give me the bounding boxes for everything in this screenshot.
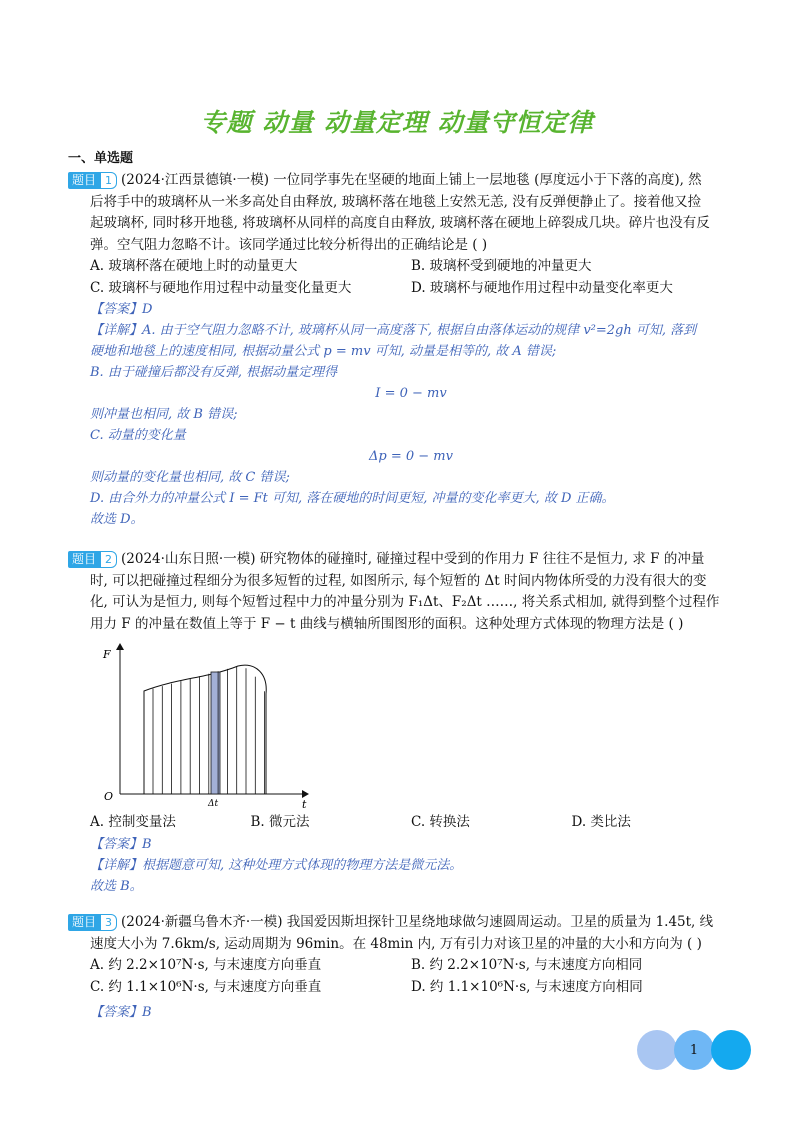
question-text: (2024·山东日照·一模) 研究物体的碰撞时, 碰撞过程中受到的作用力 F 往往不是恒力, 求 F 的冲量 [121,551,705,567]
question-label: 题目 2 [68,551,117,568]
answer: 【答案】B [90,1005,152,1020]
y-axis-label: F [103,648,111,661]
equation: I = 0 − mv [375,386,447,401]
question-label: 题目 3 [68,914,117,931]
question-text: (2024·新疆乌鲁木齐·一模) 我国爱因斯坦探针卫星绕地球做匀速圆周运动。卫星的质量为 1.45t, 线 [121,914,714,930]
decor-circle [637,1030,677,1070]
options [68,256,732,299]
option-b[interactable]: B. 微元法 [250,814,310,830]
f-t-graph-svg [98,636,318,808]
question-text: (2024·江西景德镇·一模) 一位同学事先在坚硬的地面上铺上一层地毯 (厚度远小于下落的高度), 然 [121,172,702,188]
option-a[interactable]: A. 控制变量法 [90,814,176,830]
answer: 【答案】B [90,836,152,852]
option-c[interactable]: C. 约 1.1×10⁶N·s, 与末速度方向垂直 [90,978,322,995]
option-b[interactable]: B. 约 2.2×10⁷N·s, 与末速度方向相同 [411,957,643,973]
highlighted-strip [211,672,220,794]
decor-circle [711,1030,751,1070]
x-axis-label: t [302,798,307,808]
option-d[interactable]: D. 类比法 [571,814,631,830]
option-d[interactable]: D. 约 1.1×10⁶N·s, 与末速度方向相同 [411,978,643,995]
question-label: 题目 1 [68,172,117,189]
page-number: 1 [674,1030,714,1070]
option-d[interactable]: D. 玻璃杯与硬地作用过程中动量变化率更大 [411,279,673,296]
explanation-line: 【详解】根据题意可知, 这种处理方式体现的物理方法是微元法。 [90,857,463,873]
option-a[interactable]: A. 玻璃杯落在硬地上时的动量更大 [90,258,298,274]
option-c[interactable]: C. 转换法 [411,814,470,830]
strip-lines [153,666,265,794]
f-t-graph [98,636,318,812]
dt-label: Δt [208,799,219,808]
page-title: 专题 动量 动量定理 动量守恒定律 [200,108,594,137]
option-a[interactable]: A. 约 2.2×10⁷N·s, 与末速度方向垂直 [90,957,322,973]
answer: 【答案】D [90,302,153,317]
equation: Δp = 0 − mv [369,449,453,464]
question-1: 题目 1 (2024·江西景德镇·一模) 一位同学事先在坚硬的地面上铺上一层地毯 (厚度远小于下落的高度), 然 后将手中的玻璃杯从一米多高处自由释放, 玻璃杯落在地毯上安然无恙, 没有反弹便静止了。接着他又捡 起玻璃杯, 同时移开地毯, 将玻璃杯从同样的高度自由释放, 玻璃杯落在硬地上碎裂成几块。碎片也没有反 弹。空气阻力忽略不计。该同学通过比较分析得出的正确结论是 ( ) A. 玻璃杯落在硬地上时的动量更大 B. 玻璃杯受到硬地的冲量更大 C. 玻璃杯与硬地作用过程中动量变化量更大 D. 玻璃杯与硬地作用过程中动量变化率更大 【答案】D 【详解】A. 由于空气阻力忽略不计, 玻璃杯从同一高度落下, 根据自由落体运动的规律 v²=2gh 可知, 落到 硬地和地毯上的速度相同, 根据动量公式 p = mv 可知, 动量是相等的, 故 A 错误; B. 由于碰撞后都没有反弹, 根据动量定理得 I = 0 − mv 则冲量也相同, 故 B 错误; C. 动量的变化量 Δp = 0 − mv 则动量的变化量也相同, 故 C 错误; D. 由合外力的冲量公式 I = Ft 可知, 落在硬地的时间更短, 冲量的变化率更大, 故 D 正确。 故选 D。 [68,170,732,530]
question-2: 题目 2 (2024·山东日照·一模) 研究物体的碰撞时, 碰撞过程中受到的作用力 F 往往不是恒力, 求 F 的冲量 时, 可以把碰撞过程细分为很多短暂的过程, 如图所示, 每个短暂的 Δt 时间内物体所受的力没有很大的变 化, 可认为是恒力, 则每个短暂过程中力的冲量分别为 F₁Δt、F₂Δt ……, 将关系式相加, 就得到整个过程作 用力 F 的冲量在数值上等于 F − t 曲线与横轴所围图形的面积。这种处理方式体现的物理方法是 ( ) [68,549,732,635]
option-c[interactable]: C. 玻璃杯与硬地作用过程中动量变化量更大 [90,279,352,296]
section-heading: 一、单选题 [68,151,134,166]
option-b[interactable]: B. 玻璃杯受到硬地的冲量更大 [411,258,592,274]
question-3: 题目 3 (2024·新疆乌鲁木齐·一模) 我国爱因斯坦探针卫星绕地球做匀速圆周运动。卫星的质量为 1.45t, 线 速度大小为 7.6km/s, 运动周期为 96min。在 48min 内, 万有引力对该卫星的冲量的大小和方向为 ( ) A. 约 2.2×10⁷N·s, 与末速度方向垂直 B. 约 2.2×10⁷N·s, 与末速度方向相同 C. 约 1.1×10⁶N·s, 与末速度方向垂直 D. 约 1.1×10⁶N·s, 与末速度方向相同 【答案】B [68,912,732,1023]
question-2-options: A. 控制变量法 B. 微元法 C. 转换法 D. 类比法 【答案】B 【详解】根据题意可知, 这种处理方式体现的物理方法是微元法。 故选 B。 [68,812,732,897]
origin-label: O [104,790,114,803]
options [68,955,732,998]
explanation-line: 【详解】A. 由于空气阻力忽略不计, 玻璃杯从同一高度落下, 根据自由落体运动的规律 v²=2gh 可知, 落到 [90,323,697,338]
